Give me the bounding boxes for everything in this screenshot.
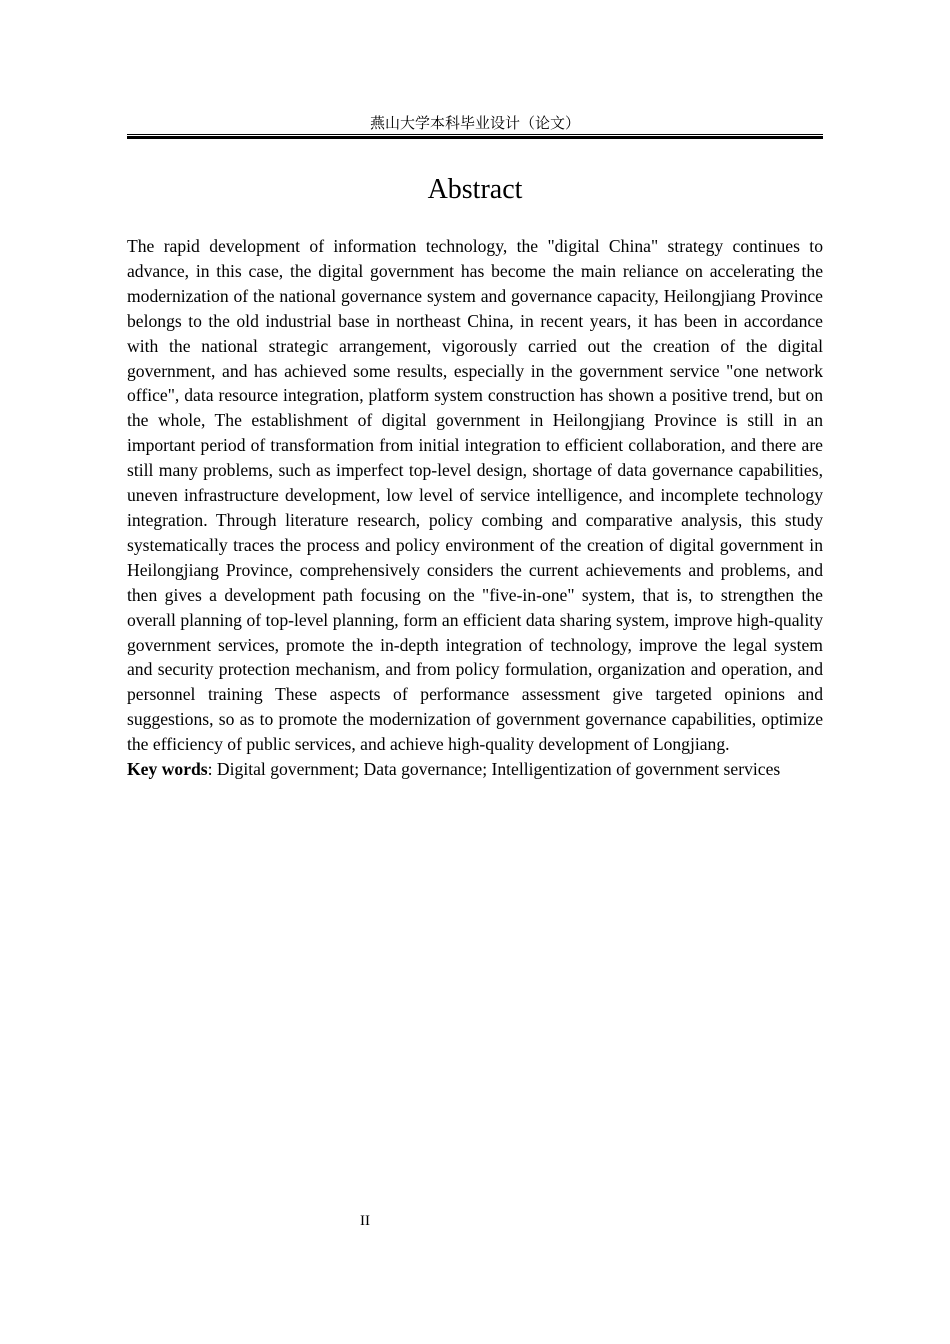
page-number: II: [360, 1213, 370, 1229]
running-header: 燕山大学本科毕业设计（论文）: [369, 114, 580, 132]
keywords-line: [127, 757, 823, 782]
abstract-title: Abstract: [427, 174, 523, 205]
header-rule-thin: [127, 134, 823, 135]
header-rule-thick: [127, 136, 823, 139]
abstract-body: [127, 234, 823, 782]
abstract-paragraph: The rapid development of information technology, the "digital China" strategy continues to advance, in this case, the digital government has become the main reliance on accelerating the modernization of the national governance system and governance capacity, Heilongjiang Province belongs to the old industrial base in northeast China, in recent years, it has been in accordance with the national strategic arrangement, vigorously carried out the creation of the digital government, and has achieved some results, especially in the government service "one network office", data resource integration, platform system construction has shown a positive trend, but on the whole, The establishment of digital government in Heilongjiang Province is still in an important period of transformation from initial integration to efficient collaboration, and there are still many problems, such as imperfect top-level design, shortage of data governance capabilities, uneven infrastructure development, low level of service intelligence, and incomplete technology integration. Through literature research, policy combing and comparative analysis, this study systematically traces the process and policy environment of the creation of digital government in Heilongjiang Province, comprehensively considers the current achievements and problems, and then gives a development path focusing on the "five-in-one" system, that is, to strengthen the overall planning of top-level planning, form an efficient data sharing system, improve high-quality government services, promote the in-depth integration of technology, improve the legal system and security protection mechanism, and from policy formulation, organization and operation, and personnel training These aspects of performance assessment give targeted opinions and suggestions, so as to promote the modernization of government governance capabilities, optimize the efficiency of public services, and achieve high-quality development of Longjiang.: [127, 236, 823, 755]
keywords-list: : Digital government; Data governance; Intelligentization of government services: [207, 759, 781, 780]
keywords-label: Key words: [127, 759, 208, 780]
